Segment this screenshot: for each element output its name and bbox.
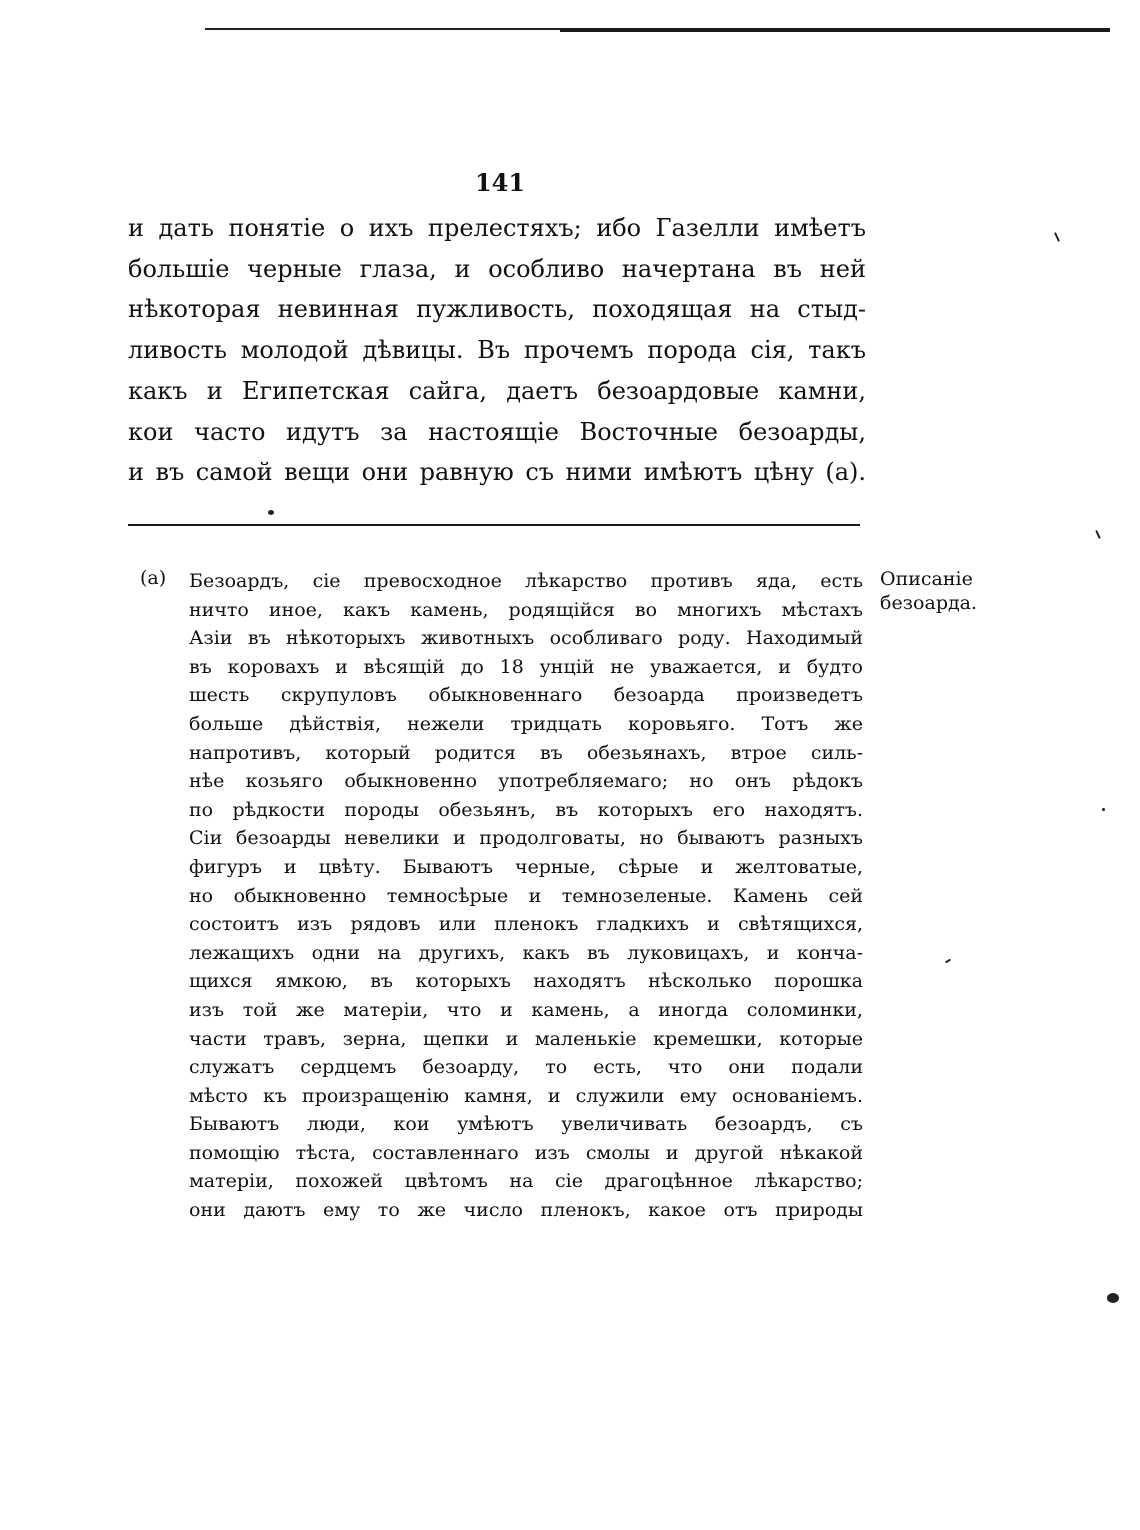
- footnote-line: Азіи въ нѣкоторыхъ животныхъ особливаго роду. Находимый: [189, 627, 863, 650]
- footnote-line: въ коровахъ и вѣсящій до 18 унцій не уважается, и будто: [189, 655, 863, 678]
- footnote-line: но обыкновенно темносѣрые и темнозеленые. Камень сей: [189, 884, 863, 907]
- scan-speck: [1102, 808, 1105, 811]
- footnote-line: состоитъ изъ рядовъ или пленокъ гладкихъ и свѣтящихся,: [189, 913, 863, 936]
- main-text-line: нѣкоторая невинная пужливость, походящая на стыд-: [128, 295, 866, 324]
- footnote-line: по рѣдкости породы обезьянъ, въ которыхъ его находятъ.: [189, 798, 863, 821]
- footnote-line: шесть скрупуловъ обыкновеннаго безоарда произведетъ: [189, 684, 863, 707]
- footnote-body: [189, 567, 863, 1225]
- scan-speck: [1107, 1293, 1119, 1303]
- footnote-line: фигуръ и цвѣту. Бываютъ черные, сѣрые и желтоватые,: [189, 855, 863, 878]
- footnote-line: Сіи безоарды невелики и продолговаты, но бываютъ разныхъ: [189, 827, 863, 850]
- main-paragraph: [128, 208, 866, 493]
- footnote-line: мѣсто къ произращенію камня, и служили ему основаніемъ.: [189, 1084, 863, 1107]
- scan-speck: [1095, 530, 1101, 539]
- margin-note-line: Описаніе: [880, 568, 973, 590]
- margin-note: [880, 567, 990, 615]
- scan-speck: [1054, 232, 1060, 242]
- scan-speck: [268, 510, 274, 515]
- footnote-line: лежащихъ одни на другихъ, какъ въ луковицахъ, и конча-: [189, 941, 863, 964]
- footnote-line: части травъ, зерна, щепки и маленькіе кремешки, которые: [189, 1027, 863, 1050]
- margin-note-line: безоарда.: [880, 592, 978, 614]
- page-number: 141: [474, 168, 526, 197]
- main-text-line: и дать понятіе о ихъ прелестяхъ; ибо Газелли имѣетъ: [128, 214, 866, 242]
- footnote-line: изъ той же матеріи, что и камень, а иногда соломинки,: [189, 998, 863, 1021]
- footnote-separator: [128, 524, 860, 526]
- footnote-line: Безоардъ, сіе превосходное лѣкарство противъ яда, есть: [189, 570, 863, 592]
- footnote-line: служатъ сердцемъ безоарду, то есть, что они подали: [189, 1056, 863, 1079]
- top-border-rule-thick: [560, 28, 1110, 32]
- main-text-line: ливость молодой дѣвицы. Въ прочемъ порода сія, такъ: [128, 336, 866, 365]
- footnote-marker: (а): [140, 567, 167, 589]
- main-text-line: большіе черные глаза, и особливо начертана въ ней: [128, 254, 866, 283]
- scan-speck: [945, 959, 951, 964]
- footnote-line: ничто иное, какъ камень, родящійся во многихъ мѣстахъ: [189, 598, 863, 621]
- footnote-line: помощію тѣста, составленнаго изъ смолы и другой нѣкакой: [189, 1141, 863, 1164]
- footnote-line: напротивъ, который родится въ обезьянахъ, втрое силь-: [189, 741, 863, 764]
- main-text-line: кои часто идутъ за настоящіе Восточные безоарды,: [128, 417, 866, 446]
- footnote-line: больше дѣйствія, нежели тридцать коровьяго. Тотъ же: [189, 712, 863, 735]
- footnote-line: матеріи, похожей цвѣтомъ на сіе драгоцѣнное лѣкарство;: [189, 1170, 863, 1193]
- footnote-line: щихся ямкою, въ которыхъ находятъ нѣсколько порошка: [189, 970, 863, 993]
- footnote-line: они даютъ ему то же число пленокъ, какое отъ природы: [189, 1199, 863, 1222]
- footnote-line: нѣе козьяго обыкновенно употребляемаго; но онъ рѣдокъ: [189, 770, 863, 793]
- main-text-line: какъ и Египетская сайга, даетъ безоардовые камни,: [128, 376, 866, 405]
- footnote-line: Бываютъ люди, кои умѣютъ увеличивать безоардъ, съ: [189, 1113, 863, 1136]
- main-text-line: и въ самой вещи они равную съ ними имѣютъ цѣну (а).: [128, 458, 866, 487]
